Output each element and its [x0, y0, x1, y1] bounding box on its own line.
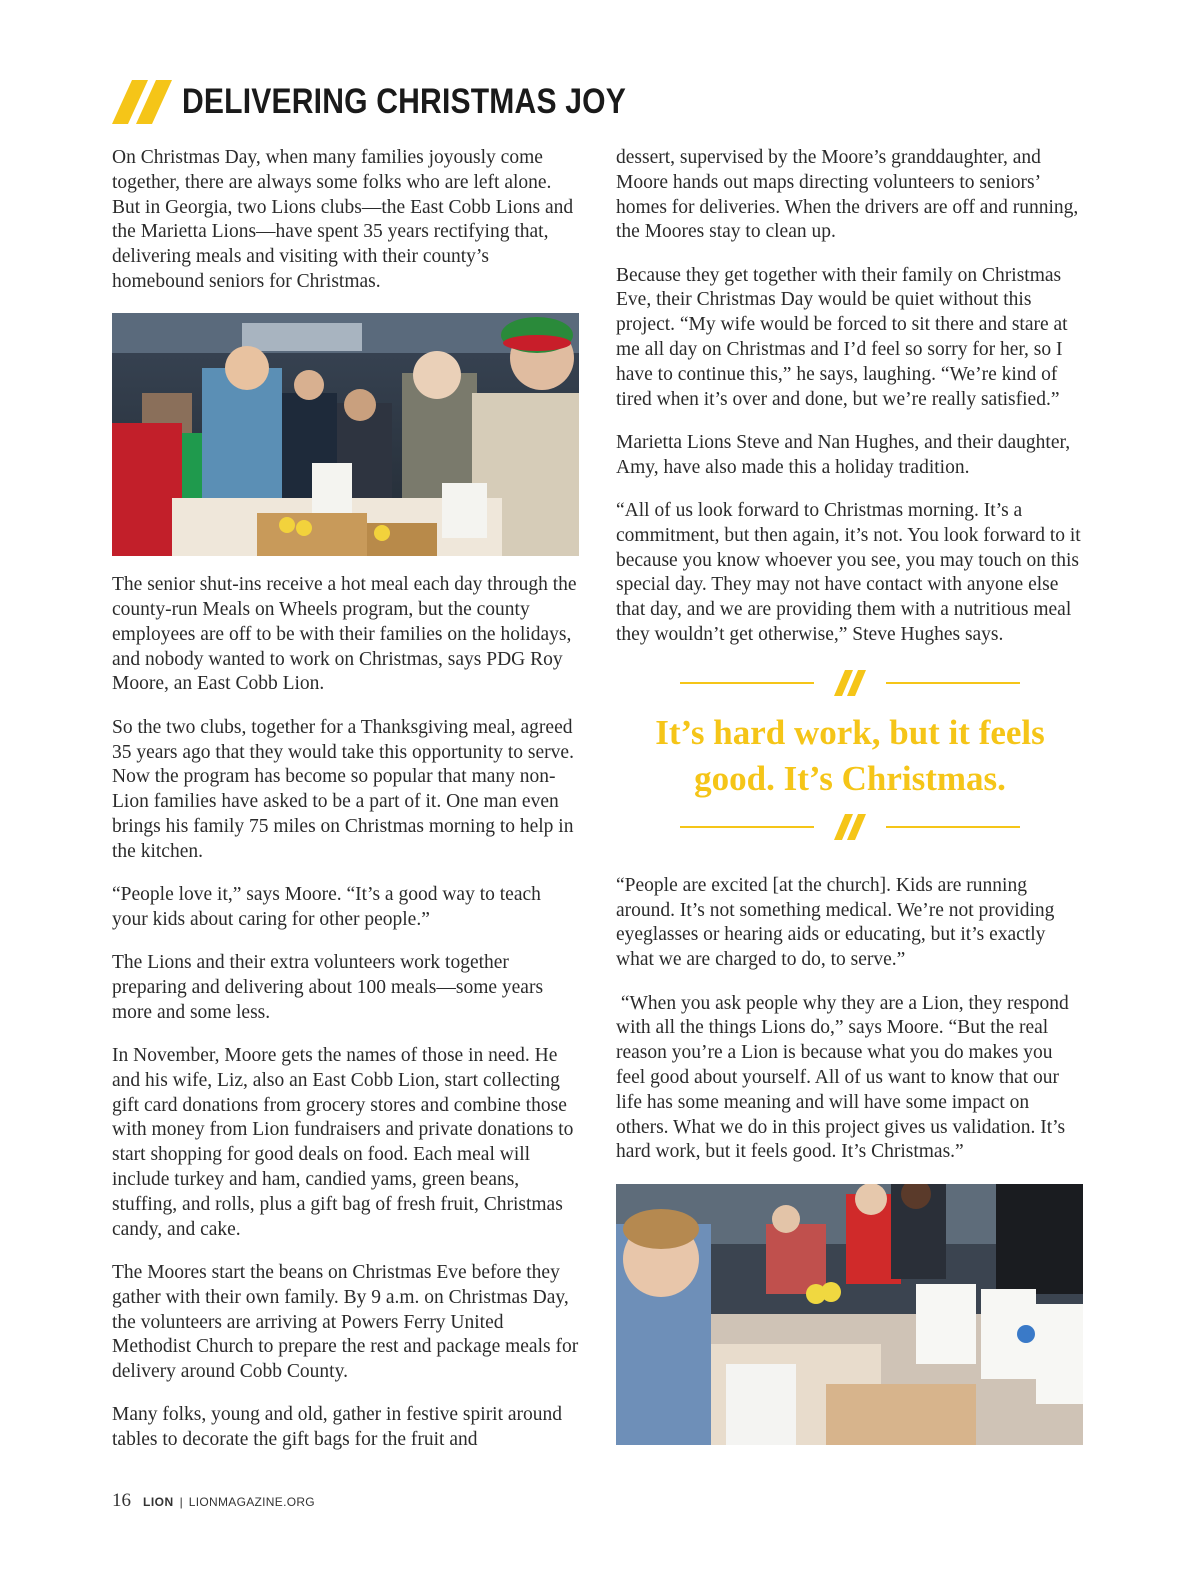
pull-quote-bottom-rule	[616, 814, 1084, 840]
magazine-website: LIONMAGAZINE.ORG	[188, 1495, 315, 1509]
body-paragraph: Marietta Lions Steve and Nan Hughes, and their daughter, Amy, have also made this a holiday tradition.	[616, 431, 1071, 478]
magazine-brand: LION	[143, 1495, 174, 1509]
left-column	[112, 146, 580, 1471]
page-footer	[112, 1490, 315, 1512]
article-header	[112, 80, 698, 124]
pull-quote-text: It’s hard work, but it feels good. It’s Christmas.	[655, 712, 1045, 798]
page-number: 16	[112, 1490, 131, 1511]
meal-packing-photo	[616, 1184, 1083, 1445]
body-paragraph: In November, Moore gets the names of those in need. He and his wife, Liz, also an East Cobb Lion, start collecting gift card donations from grocery stores and combine those with money from Lion fundraisers and private donations to start shopping for good deals on food. Each meal will include turkey and ham, candied yams, green beans, stuffing, and rolls, plus a gift bag of fresh fruit, Christmas candy, and cake.	[112, 1045, 574, 1240]
double-slash-icon	[834, 814, 866, 840]
body-paragraph: Many folks, young and old, gather in festive spirit around tables to decorate the gift bags for the fruit and	[112, 1404, 563, 1451]
pull-quote	[616, 670, 1084, 840]
divider-line	[886, 826, 1020, 828]
body-paragraph: The Moores start the beans on Christmas Eve before they gather with their own family. By 9 a.m. on Christmas Day, the volunteers are arriving at Powers Ferry United Methodist Church to prepare the rest and package meals for delivery around Cobb County.	[112, 1261, 579, 1383]
body-paragraph: “People are excited [at the church]. Kids are running around. It’s not something medical. We’re not providing eyeglasses or hearing aids or educating, but it’s exactly what we are charged to do, to serve.”	[616, 874, 1055, 971]
footer-separator: |	[179, 1495, 183, 1509]
body-paragraph: “All of us look forward to Christmas morning. It’s a commitment, but then again, it’s not. You look forward to it because you know whoever you see, you may touch on this special day. They may not have contact with anyone else that day, and we are providing them with a nutritious meal they wouldn’t get otherwise,” Steve Hughes says.	[616, 500, 1081, 646]
body-paragraph: “When you ask people why they are a Lion, they respond with all the things Lions do,” says Moore. “But the real reason you’re a Lion is because what you do makes you feel good about yourself. All of us want to know that our life has some meaning and will have some impact on others. What we do in this project gives us validation. It’s hard work, but it feels good. It’s Christmas.”	[616, 992, 1074, 1163]
body-paragraph: dessert, supervised by the Moore’s granddaughter, and Moore hands out maps directing volunteers to seniors’ homes for deliveries. When the drivers are off and running, the Moores stay to clean up.	[616, 147, 1079, 243]
pull-quote-top-rule	[616, 670, 1084, 696]
divider-line	[680, 826, 814, 828]
double-slash-icon	[834, 670, 866, 696]
body-paragraph: On Christmas Day, when many families joyously come together, there are always some folks who are left alone. But in Georgia, two Lions clubs—the East Cobb Lions and the Marietta Lions—have spent 35 years rectifying that, delivering meals and visiting with their county’s homebound seniors for Christmas.	[112, 147, 574, 292]
divider-line	[680, 682, 814, 684]
body-paragraph: The senior shut-ins receive a hot meal each day through the county-run Meals on Wheels program, but the county employees are off to be with their families on the holidays, and nobody wanted to work on Christmas, says PDG Roy Moore, an East Cobb Lion.	[112, 574, 577, 695]
right-column	[616, 146, 1084, 1462]
body-paragraph: The Lions and their extra volunteers work together preparing and delivering about 100 meals—some years more and some less.	[112, 952, 544, 1023]
divider-line	[886, 682, 1020, 684]
volunteers-photo	[112, 313, 579, 556]
double-slash-icon	[112, 80, 172, 124]
body-paragraph: Because they get together with their family on Christmas Eve, their Christmas Day would be quiet without this project. “My wife would be forced to sit there and stare at me all day on Christmas and I’d feel so sorry for her, so I have to continue this,” he says, laughing. “We’re kind of tired when it’s over and done, but we’re really satisfied.”	[616, 264, 1068, 410]
body-paragraph: So the two clubs, together for a Thanksgiving meal, agreed 35 years ago that they would take this opportunity to serve. Now the program has become so popular that many non-Lion families have asked to be a part of it. One man even brings his family 75 miles on Christmas morning to help in the kitchen.	[112, 716, 574, 862]
article-title: DELIVERING CHRISTMAS JOY	[182, 82, 626, 121]
body-paragraph: “People love it,” says Moore. “It’s a good way to teach your kids about caring for other people.”	[112, 884, 541, 930]
